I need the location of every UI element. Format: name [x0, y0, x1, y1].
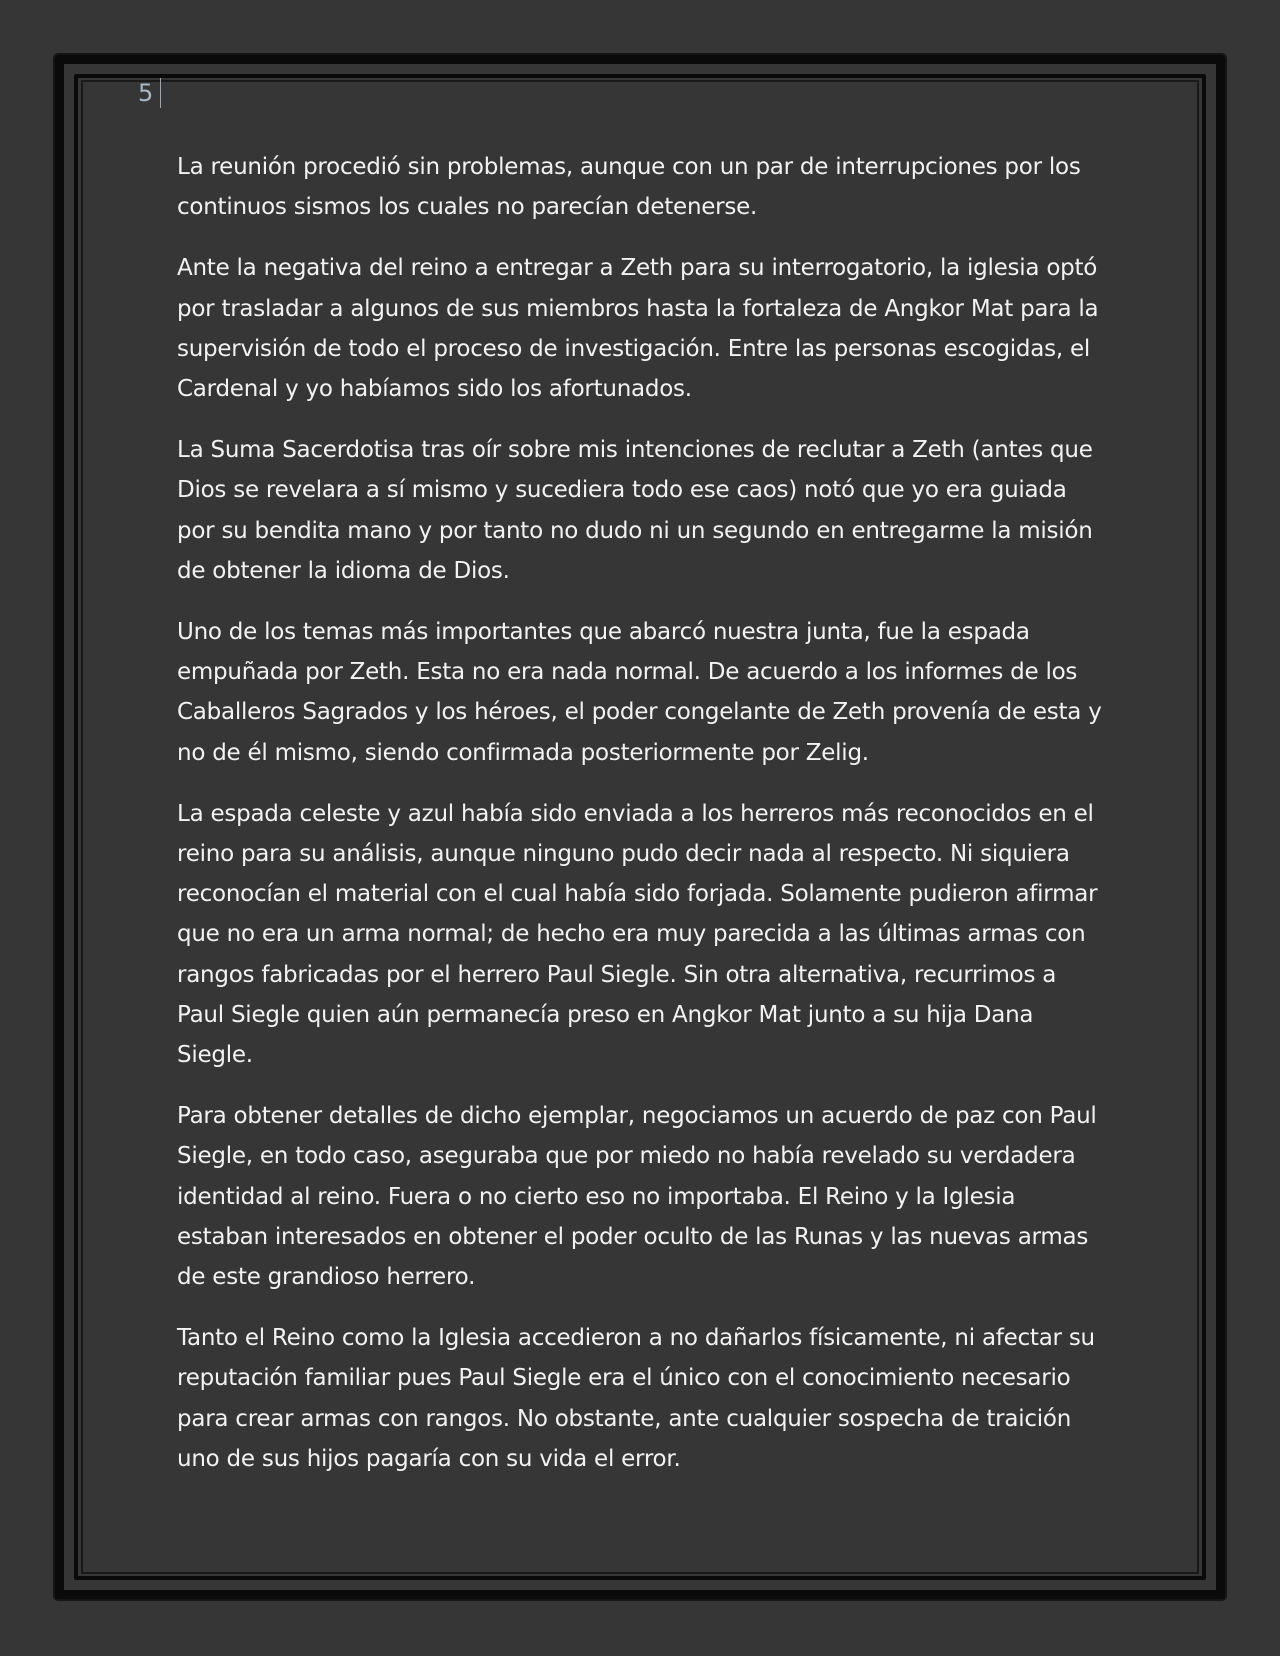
document-body [177, 147, 1107, 1500]
paragraph: Para obtener detalles de dicho ejemplar, negociamos un acuerdo de paz con Paul Siegle, en todo caso, aseguraba que por miedo no había revelado su verdadera identidad al reino. Fuera o no cierto eso no importaba. El Reino y la Iglesia estaban interesados en obtener el poder oculto de las Runas y las nuevas armas de este grandioso herrero. [177, 1103, 1097, 1291]
paragraph: La Suma Sacerdotisa tras oír sobre mis intenciones de reclutar a Zeth (antes que Dios se revelara a sí mismo y sucediera todo ese caos) notó que yo era guiada por su bendita mano y por tanto no dudo ni un segundo en entregarme la misión de obtener la idioma de Dios. [177, 437, 1093, 584]
paragraph: La reunión procedió sin problemas, aunque con un par de interrupciones por los continuos sismos los cuales no parecían detenerse. [177, 154, 1081, 221]
paragraph: Ante la negativa del reino a entregar a Zeth para su interrogatorio, la iglesia optó por trasladar a algunos de sus miembros hasta la fortaleza de Angkor Mat para la supervisión de todo el proceso de investigación. Entre las personas escogidas, el Cardenal y yo habíamos sido los afortunados. [177, 255, 1099, 403]
page-number: 5 [138, 78, 161, 108]
paragraph: Tanto el Reino como la Iglesia accedieron a no dañarlos físicamente, ni afectar su reputación familiar pues Paul Siegle era el único con el conocimiento necesario para crear armas con rangos. No obstante, ante cualquier sospecha de traición uno de sus hijos pagaría con su vida el error. [177, 1325, 1095, 1472]
paragraph: La espada celeste y azul había sido enviada a los herreros más reconocidos en el reino para su análisis, aunque ninguno pudo decir nada al respecto. Ni siquiera reconocían el material con el cual había sido forjada. Solamente pudieron afirmar que no era un arma normal; de hecho era muy parecida a las últimas armas con rangos fabricadas por el herrero Paul Siegle. Sin otra alternativa, recurrimos a Paul Siegle quien aún permanecía preso en Angkor Mat junto a su hija Dana Siegle. [177, 800, 1098, 1069]
paragraph: Uno de los temas más importantes que abarcó nuestra junta, fue la espada empuñada por Zeth. Esta no era nada normal. De acuerdo a los informes de los Caballeros Sagrados y los héroes, el poder congelante de Zeth provenía de esta y no de él mismo, siendo confirmada posteriormente por Zelig. [177, 619, 1102, 766]
